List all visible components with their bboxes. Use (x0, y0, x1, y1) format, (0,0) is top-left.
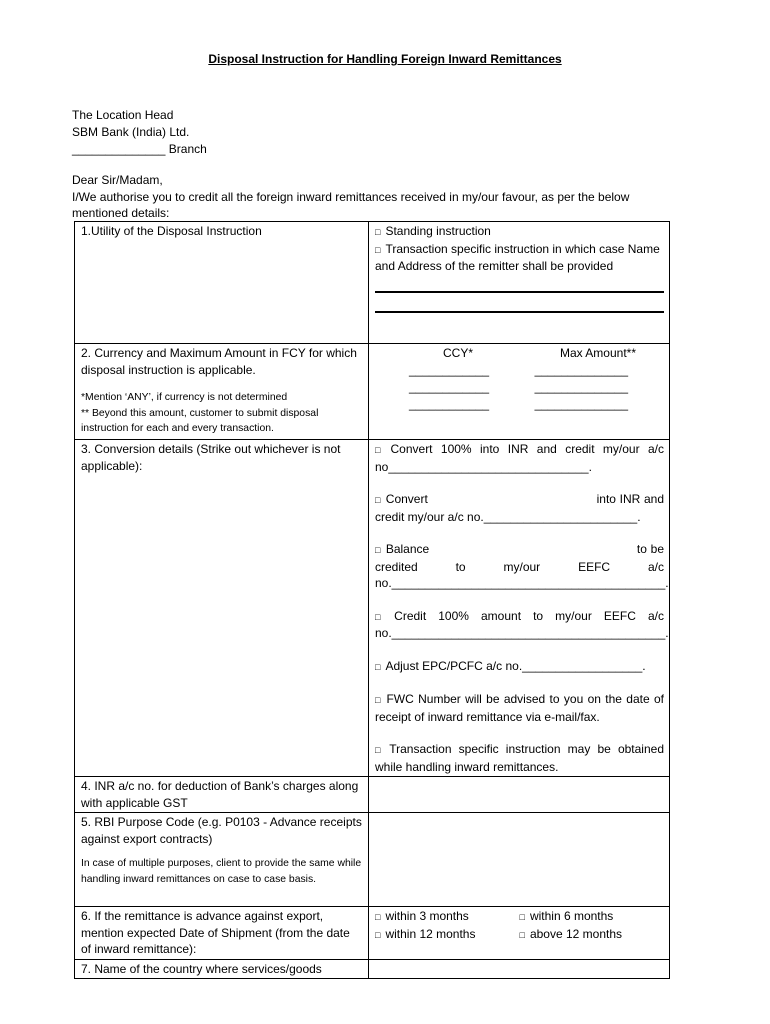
authorisation-text: I/We authorise you to credit all the foreign inward remittances received in my/our favour, as per the below mentioned details: (72, 189, 630, 220)
max-amount-header: Max Amount** (559, 346, 636, 360)
ccy-field[interactable]: ____________ (409, 396, 490, 411)
checkbox-icon[interactable]: □ (375, 611, 390, 622)
charges-account-label-cell (75, 777, 369, 813)
checkbox-icon[interactable]: □ (375, 745, 385, 755)
amount-column (535, 362, 628, 413)
conversion-label: 3. Conversion details (Strike out whichever is not applicable): (81, 442, 341, 473)
currency-amount-cell (369, 344, 670, 440)
option-credit-100-eefc[interactable]: □ Credit 100% amount to my/our EEFC a/c no._________________________________________. (375, 608, 669, 640)
option-standing-instruction[interactable]: □ Standing instruction (375, 224, 491, 238)
utility-label-cell (75, 222, 369, 344)
charges-account-label: 4. INR a/c no. for deduction of Bank’s charges along with applicable GST (81, 779, 359, 810)
amount-note: ** Beyond this amount, customer to submit disposal instruction for each and every transaction. (81, 407, 319, 434)
option-convert-100-inr[interactable]: □ Convert 100% into INR and credit my/our a/c no______________________________. (375, 442, 665, 474)
option-balance-eefc[interactable]: □ Balance to be credited to my/our EEFC a/c no._________________________________________. (375, 542, 669, 590)
table-row (75, 777, 670, 813)
option-within-3-months[interactable]: □ within 3 months (375, 909, 469, 923)
amount-field[interactable]: ______________ (534, 396, 628, 411)
amount-field[interactable]: ______________ (534, 362, 628, 377)
checkbox-icon[interactable]: □ (375, 929, 381, 940)
checkbox-icon[interactable]: □ (375, 244, 381, 255)
option-transaction-specific[interactable]: □ Transaction specific instruction in which case Name and Address of the remitter shall be provided (375, 241, 660, 273)
purpose-code-input-cell[interactable] (369, 813, 670, 907)
purpose-code-label-cell (75, 813, 369, 907)
address-line-branch[interactable]: ______________ Branch (72, 142, 207, 156)
salutation: Dear Sir/Madam, (72, 173, 163, 187)
amount-field[interactable]: ______________ (534, 379, 628, 394)
checkbox-icon[interactable]: □ (375, 445, 386, 455)
remitter-line-2[interactable] (375, 311, 664, 313)
ccy-field[interactable]: ____________ (409, 362, 490, 377)
shipment-date-label-cell (75, 907, 369, 960)
purpose-code-note: In case of multiple purposes, client to provide the same while handling inward remittances on case to case basis. (81, 858, 362, 885)
ccy-header: CCY* (443, 346, 474, 360)
shipment-period-options-cell (369, 907, 670, 960)
checkbox-icon[interactable]: □ (375, 227, 381, 237)
ccy-column (409, 362, 489, 413)
shipment-date-label: 6. If the remittance is advance against export, mention expected Date of Shipment (from the date of inward remittance): (81, 909, 350, 956)
checkbox-icon[interactable]: □ (375, 695, 382, 705)
currency-note: *Mention ‘ANY’, if currency is not determined (81, 392, 288, 403)
option-fwc-number[interactable]: □ FWC Number will be advised to you on the date of receipt of inward remittance via e-mail/fax. (375, 692, 665, 724)
checkbox-icon[interactable]: □ (519, 912, 525, 922)
address-line-recipient: The Location Head (72, 108, 174, 122)
currency-label-cell (75, 344, 369, 440)
country-input-cell[interactable] (369, 959, 670, 979)
checkbox-icon[interactable]: □ (375, 545, 381, 555)
table-row (75, 907, 670, 960)
option-convert-partial[interactable]: □ Convert into INR and credit my/our a/c no._______________________. (375, 492, 668, 524)
checkbox-icon[interactable]: □ (375, 495, 381, 505)
conversion-options-cell (369, 440, 670, 777)
purpose-code-label: 5. RBI Purpose Code (e.g. P0103 - Advance receipts against export contracts) (81, 815, 362, 846)
table-row (75, 344, 670, 440)
ccy-field[interactable]: ____________ (409, 379, 490, 394)
table-row (75, 813, 670, 907)
country-label-cell (75, 959, 369, 979)
address-line-bank: SBM Bank (India) Ltd. (72, 125, 190, 139)
letter-opening (72, 172, 672, 222)
option-adjust-epc-pcfc[interactable]: □ Adjust EPC/PCFC a/c no.__________________. (375, 658, 646, 673)
address-block (72, 107, 207, 158)
document-title: Disposal Instruction for Handling Foreign Inward Remittances (208, 52, 562, 66)
option-within-6-months[interactable]: □ within 6 months (519, 909, 614, 923)
table-row (75, 959, 670, 979)
utility-options-cell (369, 222, 670, 344)
charges-account-input-cell[interactable] (369, 777, 670, 813)
option-transaction-specific-instruction[interactable]: □ Transaction specific instruction may be obtained while handling inward remittances. (375, 742, 664, 774)
checkbox-icon[interactable]: □ (375, 661, 381, 672)
option-above-12-months[interactable]: □ above 12 months (519, 926, 622, 941)
table-row (75, 222, 670, 344)
currency-label: 2. Currency and Maximum Amount in FCY for which disposal instruction is applicable. (81, 346, 357, 377)
checkbox-icon[interactable]: □ (519, 929, 525, 940)
conversion-label-cell (75, 440, 369, 777)
option-within-12-months[interactable]: □ within 12 months (375, 926, 476, 941)
checkbox-icon[interactable]: □ (375, 912, 381, 922)
utility-label: 1.Utility of the Disposal Instruction (81, 224, 262, 238)
disposal-instruction-table (74, 221, 670, 979)
country-label: 7. Name of the country where services/goods (81, 961, 322, 976)
table-row (75, 440, 670, 777)
